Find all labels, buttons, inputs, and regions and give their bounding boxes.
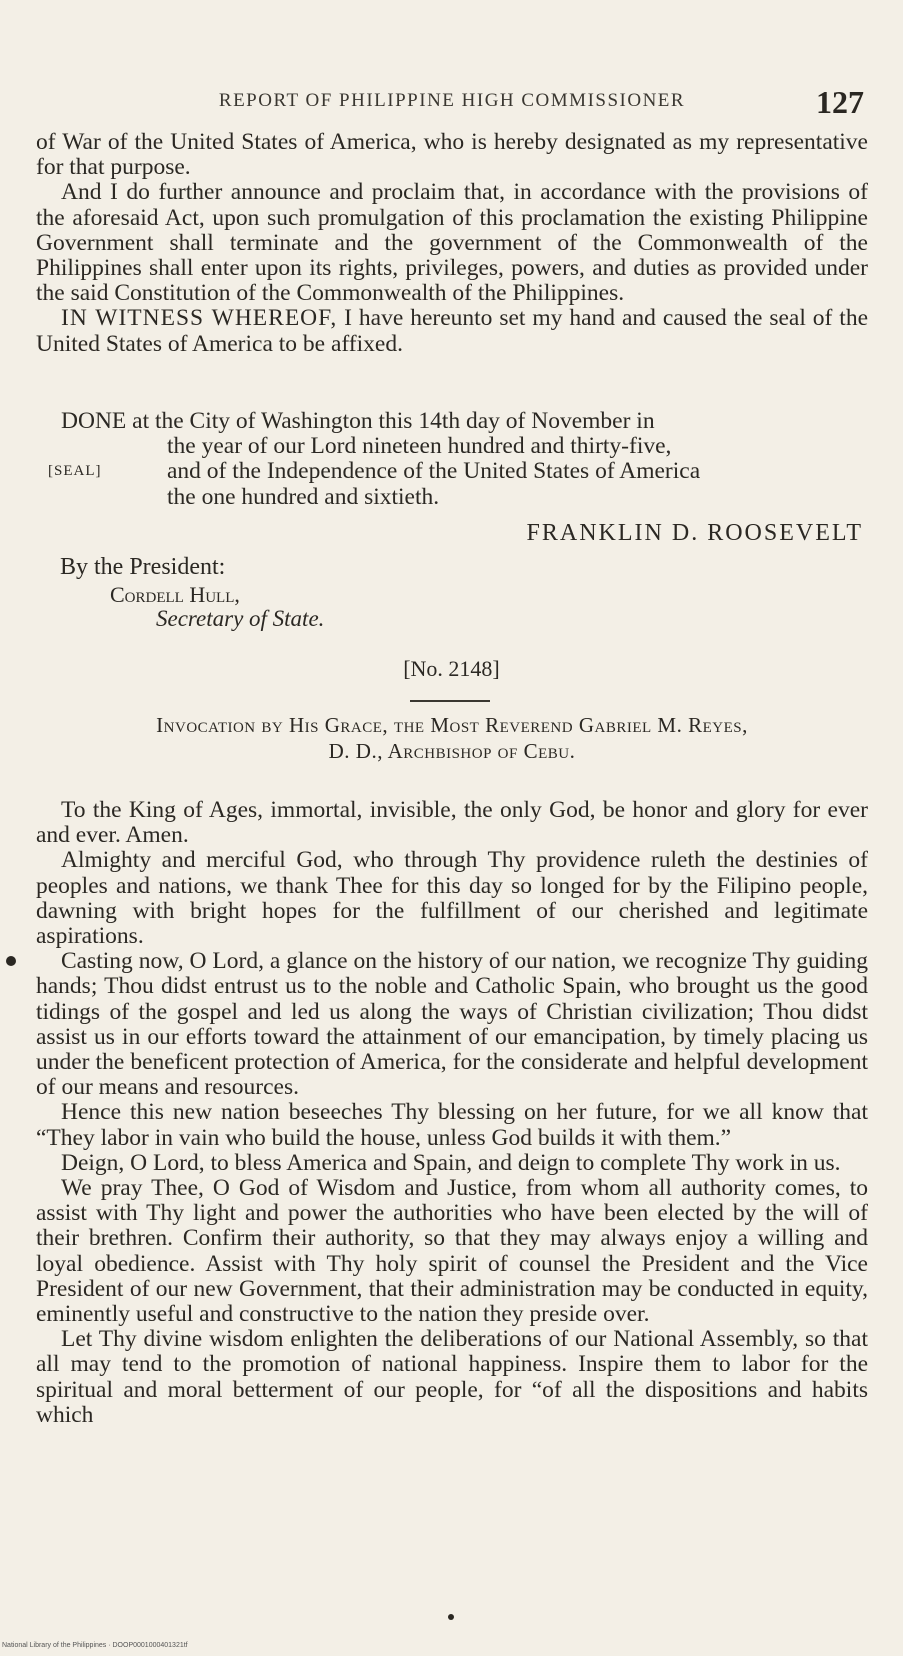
paragraph: And I do further announce and proclaim that, in accordance with the provisions of the aforesaid Act, upon such promulgation of this proclamation the existing Philippine Government shall terminate and the government of the Commonwealth of the Philippines shall enter upon its rights, privileges, powers, and duties as provided under the said Constitution of the Commonwealth of the Philippines. xyxy=(36,179,868,307)
done-block xyxy=(36,409,868,510)
witness-lead: IN WITNESS WHEREOF, xyxy=(61,305,338,332)
footer-dot xyxy=(448,1614,454,1620)
running-header xyxy=(36,84,868,124)
paragraph: Hence this new nation beseeches Thy blessing on her future, for we all know that “They labor in vain who build the house, unless God builds it with them.” xyxy=(36,1099,868,1151)
signature: FRANKLIN D. ROOSEVELT xyxy=(526,520,863,546)
page-number: 127 xyxy=(816,84,864,120)
witness-paragraph xyxy=(36,306,868,356)
done-line: the year of our Lord nineteen hundred and thirty-five, xyxy=(167,433,672,460)
divider xyxy=(410,700,490,702)
done-first-line: DONE at the City of Washington this 14th day of November in xyxy=(61,408,655,434)
paragraph: of War of the United States of America, who is hereby designated as my representative for that purpose. xyxy=(36,129,868,181)
signer-name: Cordell Hull, xyxy=(110,582,240,607)
paragraph: To the King of Ages, immortal, invisible, the only God, be honor and glory for ever and ever. Amen. xyxy=(36,797,868,849)
proclamation-text xyxy=(36,130,868,357)
paragraph: We pray Thee, O God of Wisdom and Justice, from whom all authority comes, to assist with Thy light and power the authorities who have been elected by the will of their brethren. Confirm their authority, so that they may always enjoy a willing and loyal obedience. Assist with Thy holy spirit of counsel the President and the Vice President of our new Government, that their administration may be conducted in equity, eminently useful and constructive to the nation they preside over. xyxy=(36,1175,868,1328)
margin-mark xyxy=(6,956,16,966)
paragraph: Almighty and merciful God, who through Thy providence ruleth the destinies of peoples and nations, we thank Thee for this day so longed for by the Filipino people, dawning with bright hopes for the fulfillment of our cherished and legitimate aspirations. xyxy=(36,847,868,950)
done-line: the one hundred and sixtieth. xyxy=(167,483,440,510)
invocation-title-line: Invocation by His Grace, the Most Reverend Gabriel M. Reyes, xyxy=(156,713,748,737)
invocation-text xyxy=(36,798,868,1428)
done-line: and of the Independence of the United States of America xyxy=(167,458,701,485)
header-title: REPORT OF PHILIPPINE HIGH COMMISSIONER xyxy=(218,90,686,111)
by-president: By the President: xyxy=(60,554,226,580)
proclamation-number: [No. 2148] xyxy=(403,656,500,681)
paragraph: Casting now, O Lord, a glance on the history of our nation, we recognize Thy guiding hands; Thou didst entrust us to the noble and Catholic Spain, who brought us the good tidings of the gospel and led us along the ways of Christian civilization; Thou didst assist us in our efforts toward the attainment of our emancipation, by timely placing us under the beneficent protection of America, for the considerate and helpful development of our means and resources. xyxy=(36,948,868,1101)
signer-title: Secretary of State. xyxy=(156,606,325,631)
paragraph: Let Thy divine wisdom enlighten the deliberations of our National Assembly, so that all may tend to the promotion of national happiness. Inspire them to labor for the spiritual and moral betterment of our people, for “of all the dispositions and habits which xyxy=(36,1326,868,1428)
witness-rest: I have hereunto set my hand and caused the seal of the United States of America to be affixed. xyxy=(36,305,869,357)
footer-note: National Library of the Philippines · DOOP0001000401321tf xyxy=(2,1642,188,1649)
seal-mark: [SEAL] xyxy=(48,463,102,479)
paragraph: Deign, O Lord, to bless America and Spain, and deign to complete Thy work in us. xyxy=(61,1149,841,1176)
invocation-title-line: D. D., Archbishop of Cebu. xyxy=(328,739,576,763)
invocation-title xyxy=(36,712,868,764)
